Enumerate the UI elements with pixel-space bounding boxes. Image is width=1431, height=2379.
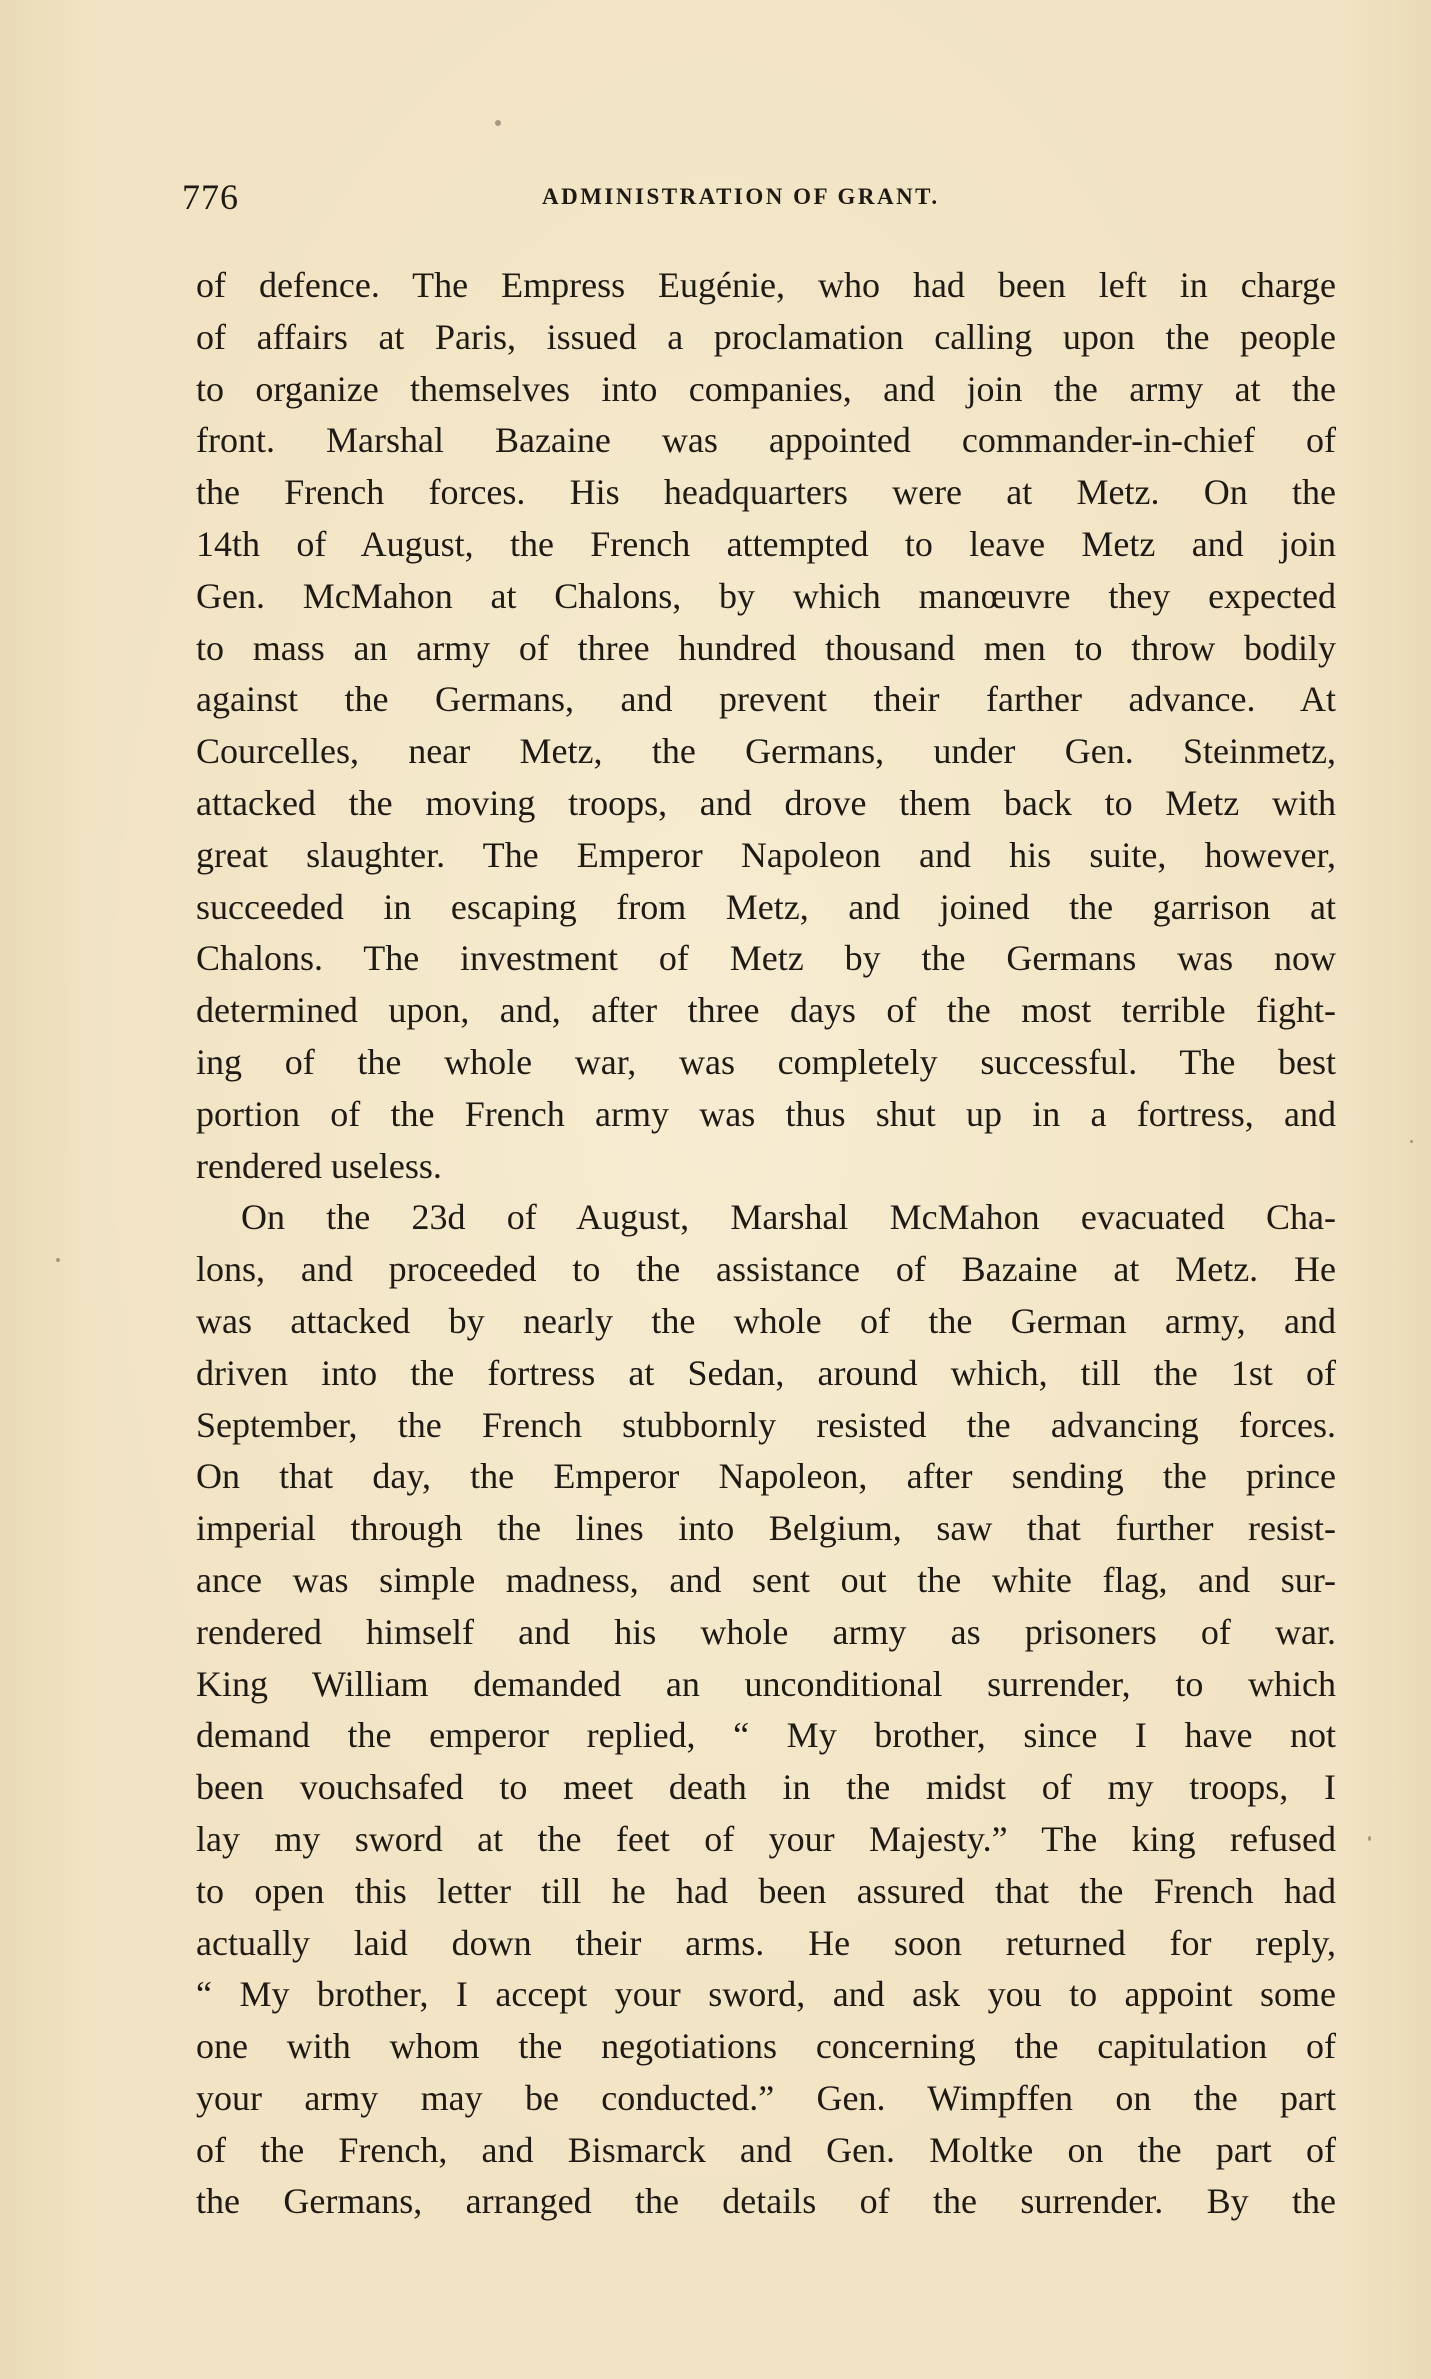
text-line: imperial through the lines into Belgium, saw that further resist-	[196, 1508, 1336, 1549]
paper-speck	[495, 120, 501, 126]
text-line: actually laid down their arms. He soon returned for reply,	[196, 1922, 1336, 1963]
text-line: On that day, the Emperor Napoleon, after sending the prince	[196, 1456, 1336, 1497]
paper-speck	[1410, 1140, 1413, 1143]
text-line: Chalons. The investment of Metz by the Germans was now	[196, 938, 1336, 979]
text-line: Courcelles, near Metz, the Germans, under Gen. Steinmetz,	[196, 731, 1336, 772]
page-header	[182, 170, 1337, 220]
text-line: ing of the whole war, was completely successful. The best	[196, 1041, 1336, 1082]
text-line: ance was simple madness, and sent out the white flag, and sur-	[196, 1559, 1336, 1600]
text-line: 14th of August, the French attempted to leave Metz and join	[196, 523, 1336, 564]
text-line: lons, and proceeded to the assistance of Bazaine at Metz. He	[196, 1249, 1336, 1290]
paper-speck	[56, 1258, 60, 1262]
text-line: lay my sword at the feet of your Majesty.” The king refused	[196, 1818, 1336, 1859]
text-line: the French forces. His headquarters were at Metz. On the	[196, 472, 1336, 513]
text-line: to organize themselves into companies, and join the army at the	[196, 368, 1336, 409]
text-line: great slaughter. The Emperor Napoleon and his suite, however,	[196, 834, 1336, 875]
body-text	[196, 260, 1336, 2228]
text-line: the Germans, arranged the details of the surrender. By the	[196, 2181, 1336, 2222]
text-line: to mass an army of three hundred thousand men to throw bodily	[196, 627, 1336, 668]
text-line: attacked the moving troops, and drove them back to Metz with	[196, 782, 1336, 823]
paragraph-start-line: On the 23d of August, Marshal McMahon evacuated Cha-	[241, 1197, 1336, 1238]
text-line: portion of the French army was thus shut up in a fortress, and	[196, 1093, 1336, 1134]
text-line: driven into the fortress at Sedan, around which, till the 1st of	[196, 1352, 1336, 1393]
text-line: September, the French stubbornly resisted the advancing forces.	[196, 1404, 1336, 1445]
text-line: of affairs at Paris, issued a proclamation calling upon the people	[196, 316, 1336, 357]
text-line: of defence. The Empress Eugénie, who had been left in charge	[196, 265, 1336, 305]
text-line: to open this letter till he had been assured that the French had	[196, 1870, 1336, 1911]
paragraph-end-line: rendered useless.	[196, 1145, 442, 1186]
text-line: rendered himself and his whole army as prisoners of war.	[196, 1611, 1336, 1652]
text-line: your army may be conducted.” Gen. Wimpffen on the part	[196, 2077, 1336, 2118]
running-head: ADMINISTRATION OF GRANT.	[542, 184, 940, 209]
paper-speck	[1368, 1836, 1371, 1841]
text-line: been vouchsafed to meet death in the midst of my troops, I	[196, 1767, 1336, 1808]
text-line: “ My brother, I accept your sword, and ask you to appoint some	[196, 1974, 1336, 2015]
text-line: against the Germans, and prevent their farther advance. At	[196, 679, 1336, 720]
text-line: demand the emperor replied, “ My brother, since I have not	[196, 1715, 1336, 1756]
text-line: front. Marshal Bazaine was appointed commander-in-chief of	[196, 420, 1336, 461]
text-line: one with whom the negotiations concerning the capitulation of	[196, 2026, 1336, 2067]
text-line: King William demanded an unconditional surrender, to which	[196, 1663, 1336, 1704]
text-line: succeeded in escaping from Metz, and joined the garrison at	[196, 886, 1336, 927]
text-line: was attacked by nearly the whole of the German army, and	[196, 1300, 1336, 1341]
page-number: 776	[182, 177, 239, 217]
text-line: of the French, and Bismarck and Gen. Moltke on the part of	[196, 2129, 1336, 2170]
text-line: Gen. McMahon at Chalons, by which manœuvre they expected	[196, 575, 1336, 616]
text-line: determined upon, and, after three days of the most terrible fight-	[196, 990, 1336, 1031]
